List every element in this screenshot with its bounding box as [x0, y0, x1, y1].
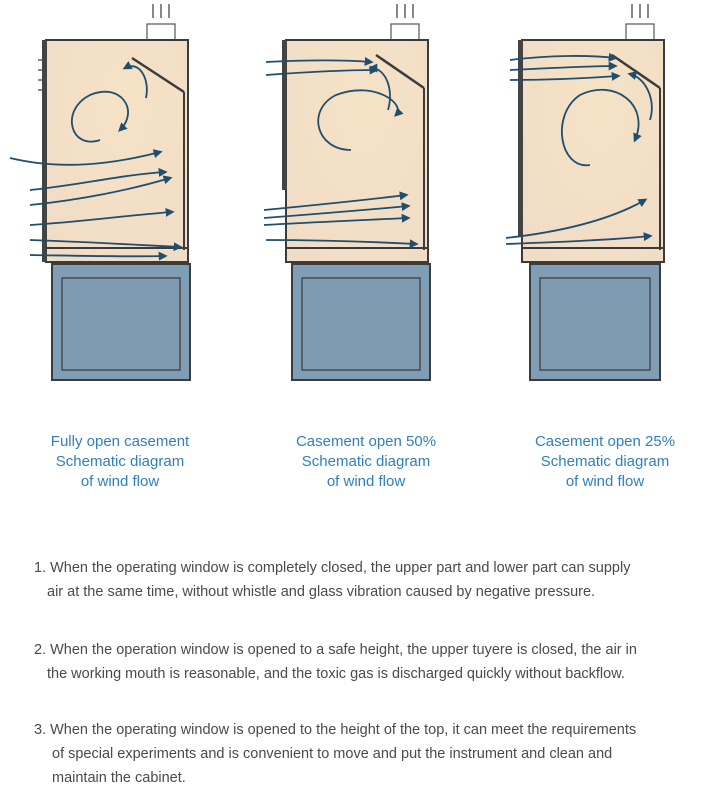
caption-line: Schematic diagram: [55, 453, 185, 470]
caption-line: Schematic diagram: [301, 453, 431, 470]
note-line: maintain the cabinet.: [52, 770, 186, 786]
work-chamber: [46, 40, 188, 262]
work-chamber: [286, 40, 428, 262]
caption-quarter-open: [495, 432, 706, 492]
note-line: air at the same time, without whistle and glass vibration caused by negative pressure.: [47, 584, 596, 600]
exhaust-duct: [391, 4, 419, 42]
fume-hood-diagram-quarter-open: [470, 0, 706, 400]
caption-line: of wind flow: [326, 473, 406, 490]
caption-line: Casement open 25%: [534, 433, 676, 450]
caption-line: Casement open 50%: [295, 433, 437, 450]
note-1: [34, 556, 630, 604]
note-line: of special experiments and is convenient to move and put the instrument and clean and: [52, 746, 613, 762]
sash-frame: [42, 40, 47, 262]
caption-line: of wind flow: [80, 473, 160, 490]
note-3: [34, 718, 636, 790]
work-chamber: [522, 40, 664, 262]
cabinet-base: [52, 264, 190, 380]
caption-line: Schematic diagram: [540, 453, 670, 470]
note-line: 1. When the operating window is completely closed, the upper part and lower part can supply: [34, 560, 631, 576]
exhaust-duct: [147, 4, 175, 42]
caption-half-open: [256, 432, 476, 492]
sash-frame: [282, 40, 287, 190]
fume-hood-diagram-fully-open: [0, 0, 236, 400]
diagram-row: [0, 0, 706, 400]
fume-hood-diagram-half-open: [236, 0, 472, 400]
note-line: 2. When the operation window is opened to a safe height, the upper tuyere is closed, the air in: [34, 642, 637, 658]
note-2: [34, 638, 637, 686]
caption-fully-open: [10, 432, 230, 492]
note-line: 3. When the operating window is opened to the height of the top, it can meet the requirements: [34, 722, 637, 738]
caption-line: of wind flow: [565, 473, 645, 490]
note-line: the working mouth is reasonable, and the toxic gas is discharged quickly without backflow.: [47, 666, 625, 682]
caption-line: Fully open casement: [50, 433, 190, 450]
cabinet-base: [530, 264, 660, 380]
exhaust-duct: [626, 4, 654, 42]
cabinet-base: [292, 264, 430, 380]
